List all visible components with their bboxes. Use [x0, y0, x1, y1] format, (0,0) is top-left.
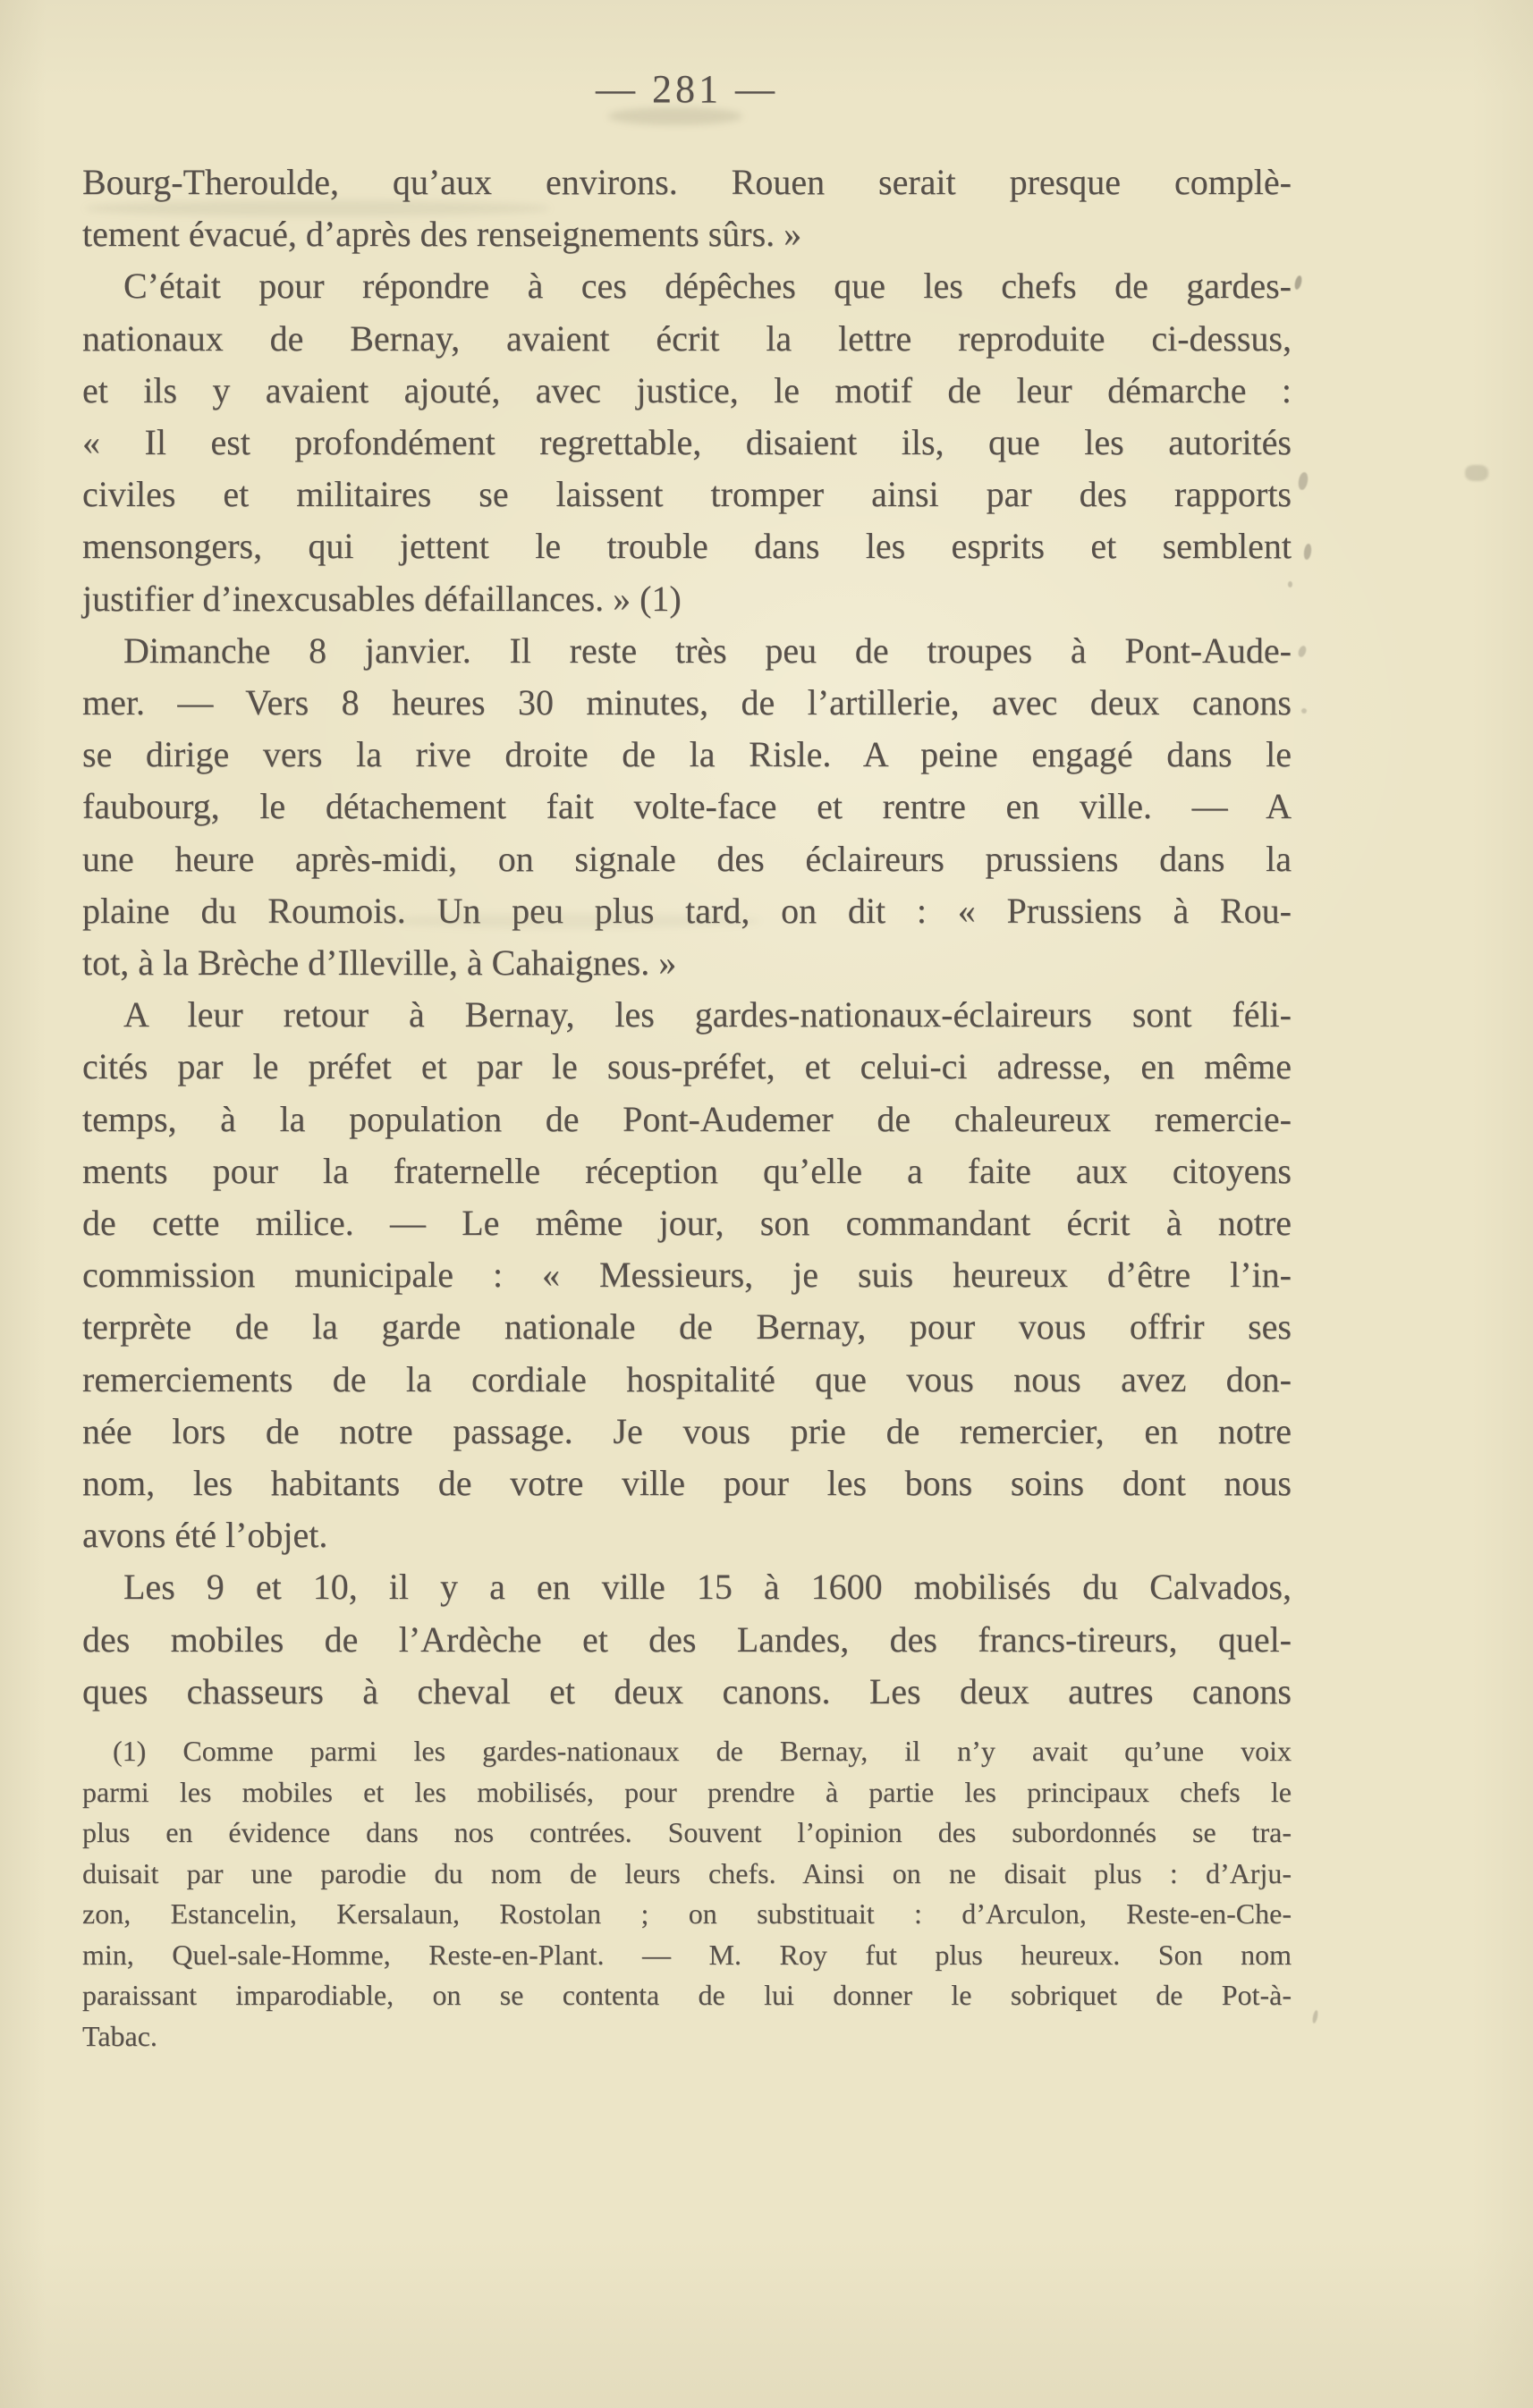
text-line: nationaux de Bernay, avaient écrit la lettre reproduite ci-dessus,: [82, 317, 1292, 359]
text-line: tot, à la Brèche d’Illeville, à Cahaignes. »: [82, 942, 677, 984]
ink-speck: [1288, 581, 1292, 587]
text-line: se dirige vers la rive droite de la Risle. A peine engagé dans le: [82, 734, 1292, 775]
text-line: temps, à la population de Pont-Audemer de chaleureux remercie-: [82, 1098, 1292, 1139]
ink-speck: [1297, 471, 1309, 490]
text-line: justifier d’inexcusables défaillances. » (1): [82, 578, 682, 619]
text-line: commission municipale : « Messieurs, je suis heureux d’être l’in-: [82, 1255, 1292, 1296]
text-line: de cette milice. — Le même jour, son commandant écrit à notre: [82, 1203, 1292, 1244]
ink-speck: [1303, 544, 1312, 561]
footnote-line: Tabac.: [82, 2019, 157, 2052]
text-line: une heure après-midi, on signale des éclaireurs prussiens dans la: [82, 838, 1292, 879]
ink-smudge: [385, 914, 760, 928]
paragraph: [82, 260, 1292, 624]
text-line: Bourg-Theroulde, qu’aux environs. Rouen serait presque complè-: [82, 162, 1292, 202]
text-line: A leur retour à Bernay, les gardes-nationaux-éclaireurs sont féli-: [123, 994, 1292, 1035]
footnote-line: zon, Estancelin, Kersalaun, Rostolan ; on substituait : d’Arculon, Reste-en-Che-: [82, 1897, 1292, 1930]
ink-speck: [1301, 708, 1307, 714]
footnote-line: plus en évidence dans nos contrées. Souvent l’opinion des subordonnés se tra-: [82, 1816, 1292, 1848]
text-line: ments pour la fraternelle réception qu’elle a faite aux citoyens: [82, 1150, 1292, 1191]
text-line: nom, les habitants de votre ville pour les bons soins dont nous: [82, 1463, 1292, 1504]
footnote-line: paraissant imparodiable, on se contenta de lui donner le sobriquet de Pot-à-: [82, 1979, 1292, 2011]
text-line: mer. — Vers 8 heures 30 minutes, de l’artillerie, avec deux canons: [82, 682, 1292, 723]
ink-speck: [1297, 645, 1308, 658]
ink-smudge: [608, 107, 742, 125]
text-line: faubourg, le détachement fait volte-face et rentre en ville. — A: [82, 786, 1292, 827]
footnote-line: min, Quel-sale-Homme, Reste-en-Plant. — M. Roy fut plus heureux. Son nom: [82, 1938, 1292, 1971]
text-line: ques chasseurs à cheval et deux canons. Les deux autres canons: [82, 1670, 1292, 1711]
ink-speck: [1465, 465, 1488, 481]
paragraph: [82, 625, 1292, 989]
text-line: C’était pour répondre à ces dépêches que les chefs de gardes-: [123, 266, 1292, 307]
text-line: née lors de notre passage. Je vous prie de remercier, en notre: [82, 1410, 1292, 1451]
text-line: terprète de la garde nationale de Bernay, pour vous offrir ses: [82, 1306, 1292, 1348]
footnote-line: duisait par une parodie du nom de leurs chefs. Ainsi on ne disait plus : d’Arju-: [82, 1856, 1292, 1889]
footnote-line: parmi les mobiles et les mobilisés, pour prendre à partie les principaux chefs le: [82, 1775, 1292, 1808]
text-line: des mobiles de l’Ardèche et des Landes, des francs-tireurs, quel-: [82, 1618, 1292, 1660]
text-line: Dimanche 8 janvier. Il reste très peu de troupes à Pont-Aude-: [123, 629, 1292, 671]
page-number: — 281 —: [596, 67, 778, 111]
text-line: et ils y avaient ajouté, avec justice, le motif de leur démarche :: [82, 369, 1292, 410]
text-line: Les 9 et 10, il y a en ville 15 à 1600 mobilisés du Calvados,: [123, 1567, 1292, 1608]
text-line: tement évacué, d’après des renseignements sûrs. »: [82, 214, 802, 255]
text-line: mensongers, qui jettent le trouble dans les esprits et semblent: [82, 526, 1292, 567]
paragraph: [82, 989, 1292, 1561]
text-line: avons été l’objet.: [82, 1515, 328, 1556]
paragraph: [82, 1561, 1292, 1718]
ink-speck: [1311, 2010, 1318, 2024]
text-line: remerciements de la cordiale hospitalité que vous nous avez don-: [82, 1358, 1292, 1399]
body-text: [82, 156, 1292, 1718]
footnote-line: (1) Comme parmi les gardes-nationaux de Bernay, il n’y avait qu’une voix: [113, 1735, 1292, 1767]
text-line: plaine du Roumois. Un peu plus tard, on dit : « Prussiens à Rou-: [82, 890, 1292, 931]
footnote: [82, 1731, 1292, 2057]
ink-smudge: [85, 200, 550, 216]
text-line: civiles et militaires se laissent tromper ainsi par des rapports: [82, 474, 1292, 515]
text-line: cités par le préfet et par le sous-préfet, et celui-ci adresse, en même: [82, 1046, 1292, 1087]
ink-speck: [1293, 275, 1303, 290]
text-line: « Il est profondément regrettable, disaient ils, que les autorités: [82, 422, 1292, 463]
